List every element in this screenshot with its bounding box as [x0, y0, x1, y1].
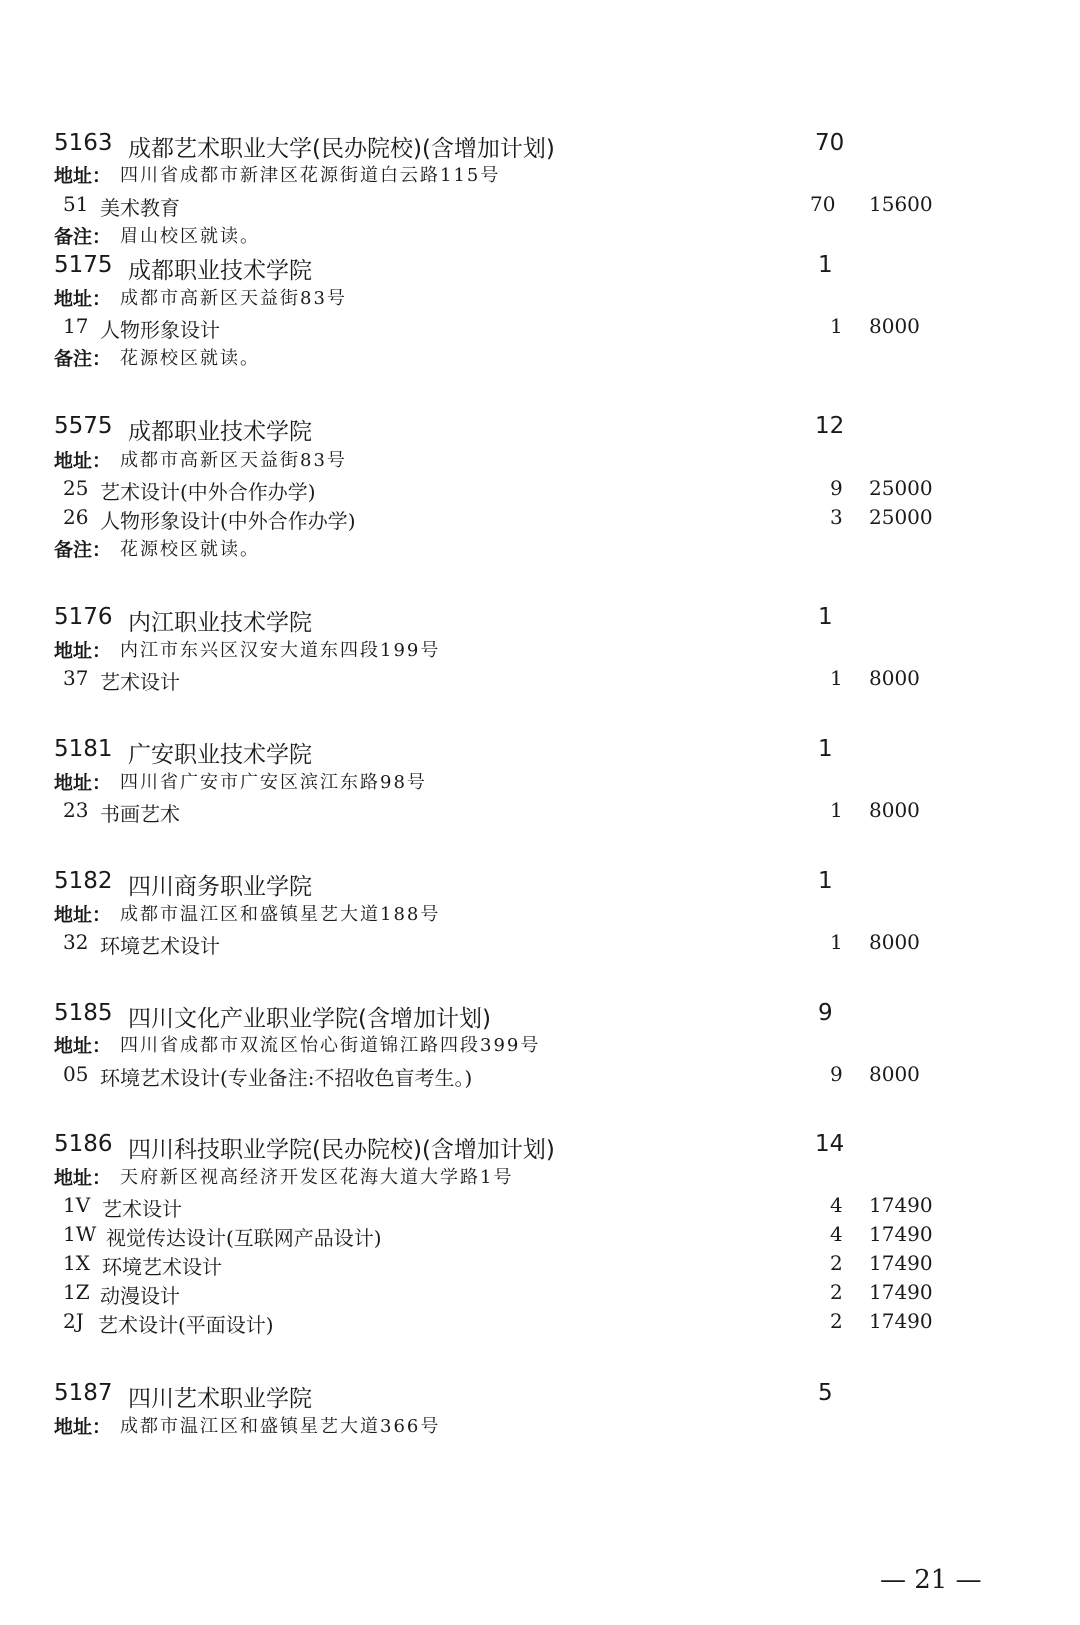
major-row — [0, 930, 1080, 960]
address-text: 成都市高新区天益街83号 — [120, 450, 347, 471]
major-name: 视觉传达设计(互联网产品设计) — [106, 1226, 382, 1250]
major-fee: 17490 — [869, 1193, 933, 1217]
major-count: 9 — [830, 1062, 843, 1086]
institution-code: 5187 — [54, 1380, 113, 1406]
major-row — [0, 1222, 1080, 1252]
address-label: 地址： — [54, 640, 112, 662]
major-name: 书画艺术 — [100, 802, 180, 826]
major-count: 3 — [830, 505, 843, 529]
institution-code: 5181 — [54, 736, 113, 762]
major-name: 艺术设计(中外合作办学) — [100, 480, 316, 504]
major-fee: 15600 — [869, 192, 933, 216]
address-text: 四川省广安市广安区滨江东路98号 — [120, 772, 427, 793]
address-line — [0, 636, 1080, 666]
address-label: 地址： — [54, 772, 112, 794]
major-fee: 25000 — [869, 505, 933, 529]
major-count: 1 — [830, 314, 843, 338]
institution-name: 四川文化产业职业学院(含增加计划) — [128, 1006, 491, 1032]
major-name: 环境艺术设计(专业备注:不招收色盲考生。) — [100, 1066, 473, 1090]
major-fee: 8000 — [869, 930, 920, 954]
major-code: 25 — [63, 476, 89, 500]
major-row — [0, 798, 1080, 828]
institution-code: 5575 — [54, 413, 113, 439]
address-line — [0, 446, 1080, 476]
major-code: 32 — [63, 930, 89, 954]
major-code: 1X — [63, 1251, 90, 1275]
major-code: 05 — [63, 1062, 89, 1086]
institution-total: 12 — [815, 413, 845, 439]
major-row — [0, 1309, 1080, 1339]
institution-code: 5163 — [54, 130, 113, 156]
major-count: 70 — [810, 192, 836, 216]
institution-header — [0, 1380, 1080, 1410]
address-text: 成都市高新区天益街83号 — [120, 288, 347, 309]
institution-name: 四川艺术职业学院 — [128, 1386, 312, 1412]
note-label: 备注： — [54, 348, 112, 370]
major-code: 1W — [63, 1222, 97, 1246]
address-text: 成都市温江区和盛镇星艺大道188号 — [120, 904, 441, 925]
major-row — [0, 666, 1080, 696]
address-line — [0, 900, 1080, 930]
institution-header — [0, 413, 1080, 443]
institution-header — [0, 604, 1080, 634]
major-name: 艺术设计 — [102, 1197, 182, 1221]
address-line — [0, 768, 1080, 798]
institution-total: 9 — [818, 1000, 833, 1026]
address-line — [0, 161, 1080, 191]
major-code: 17 — [63, 314, 89, 338]
address-text: 四川省成都市新津区花源街道白云路115号 — [120, 165, 501, 186]
institution-code: 5182 — [54, 868, 113, 894]
major-name: 美术教育 — [100, 196, 180, 220]
major-row — [0, 314, 1080, 344]
address-line — [0, 1031, 1080, 1061]
major-row — [0, 192, 1080, 222]
institution-total: 1 — [818, 604, 833, 630]
major-row — [0, 505, 1080, 535]
major-count: 1 — [830, 930, 843, 954]
major-code: 26 — [63, 505, 89, 529]
major-fee: 8000 — [869, 1062, 920, 1086]
institution-header — [0, 1000, 1080, 1030]
major-row — [0, 1251, 1080, 1281]
institution-header — [0, 130, 1080, 160]
major-count: 4 — [830, 1222, 843, 1246]
address-label: 地址： — [54, 288, 112, 310]
note-text: 眉山校区就读。 — [120, 226, 260, 247]
major-fee: 17490 — [869, 1280, 933, 1304]
institution-name: 四川科技职业学院(民办院校)(含增加计划) — [128, 1137, 555, 1163]
major-name: 环境艺术设计 — [100, 934, 220, 958]
major-code: 23 — [63, 798, 89, 822]
address-text: 四川省成都市双流区怡心街道锦江路四段399号 — [120, 1035, 541, 1056]
address-text: 内江市东兴区汉安大道东四段199号 — [120, 640, 441, 661]
note-label: 备注： — [54, 226, 112, 248]
institution-header — [0, 868, 1080, 898]
institution-code: 5186 — [54, 1131, 113, 1157]
institution-total: 1 — [818, 736, 833, 762]
institution-name: 成都职业技术学院 — [128, 258, 312, 284]
note-text: 花源校区就读。 — [120, 348, 260, 369]
institution-name: 成都职业技术学院 — [128, 419, 312, 445]
institution-total: 14 — [815, 1131, 845, 1157]
major-fee: 17490 — [869, 1309, 933, 1333]
institution-header — [0, 736, 1080, 766]
major-count: 2 — [830, 1280, 843, 1304]
institution-name: 四川商务职业学院 — [128, 874, 312, 900]
note-line — [0, 344, 1080, 374]
major-code: 2J — [63, 1309, 84, 1333]
major-count: 2 — [830, 1309, 843, 1333]
institution-header — [0, 1131, 1080, 1161]
address-text: 成都市温江区和盛镇星艺大道366号 — [120, 1416, 441, 1437]
major-fee: 17490 — [869, 1222, 933, 1246]
institution-code: 5176 — [54, 604, 113, 630]
major-name: 环境艺术设计 — [102, 1255, 222, 1279]
major-count: 9 — [830, 476, 843, 500]
note-label: 备注： — [54, 539, 112, 561]
institution-code: 5175 — [54, 252, 113, 278]
address-text: 天府新区视高经济开发区花海大道大学路1号 — [120, 1167, 514, 1188]
address-label: 地址： — [54, 165, 112, 187]
major-fee: 8000 — [869, 798, 920, 822]
institution-name: 内江职业技术学院 — [128, 610, 312, 636]
major-fee: 8000 — [869, 666, 920, 690]
major-row — [0, 1062, 1080, 1092]
institution-total: 1 — [818, 868, 833, 894]
major-name: 艺术设计 — [100, 670, 180, 694]
major-name: 动漫设计 — [100, 1284, 180, 1308]
address-label: 地址： — [54, 904, 112, 926]
note-line — [0, 535, 1080, 565]
major-count: 2 — [830, 1251, 843, 1275]
major-name: 艺术设计(平面设计) — [98, 1313, 274, 1337]
address-line — [0, 284, 1080, 314]
major-row — [0, 1193, 1080, 1223]
major-row — [0, 476, 1080, 506]
major-code: 51 — [63, 192, 89, 216]
address-label: 地址： — [54, 1035, 112, 1057]
major-row — [0, 1280, 1080, 1310]
institution-total: 70 — [815, 130, 845, 156]
institution-name: 成都艺术职业大学(民办院校)(含增加计划) — [128, 136, 555, 162]
institution-header — [0, 252, 1080, 282]
institution-code: 5185 — [54, 1000, 113, 1026]
institution-name: 广安职业技术学院 — [128, 742, 312, 768]
note-text: 花源校区就读。 — [120, 539, 260, 560]
major-name: 人物形象设计(中外合作办学) — [100, 509, 356, 533]
institution-total: 1 — [818, 252, 833, 278]
major-count: 1 — [830, 798, 843, 822]
major-count: 4 — [830, 1193, 843, 1217]
page-number: — 21 — — [880, 1565, 982, 1595]
address-label: 地址： — [54, 1416, 112, 1438]
major-fee: 17490 — [869, 1251, 933, 1275]
address-line — [0, 1163, 1080, 1193]
major-name: 人物形象设计 — [100, 318, 220, 342]
address-line — [0, 1412, 1080, 1442]
major-count: 1 — [830, 666, 843, 690]
address-label: 地址： — [54, 1167, 112, 1189]
major-fee: 25000 — [869, 476, 933, 500]
address-label: 地址： — [54, 450, 112, 472]
major-code: 1Z — [63, 1280, 90, 1304]
major-code: 37 — [63, 666, 89, 690]
note-line — [0, 222, 1080, 252]
institution-total: 5 — [818, 1380, 833, 1406]
major-fee: 8000 — [869, 314, 920, 338]
major-code: 1V — [63, 1193, 91, 1217]
